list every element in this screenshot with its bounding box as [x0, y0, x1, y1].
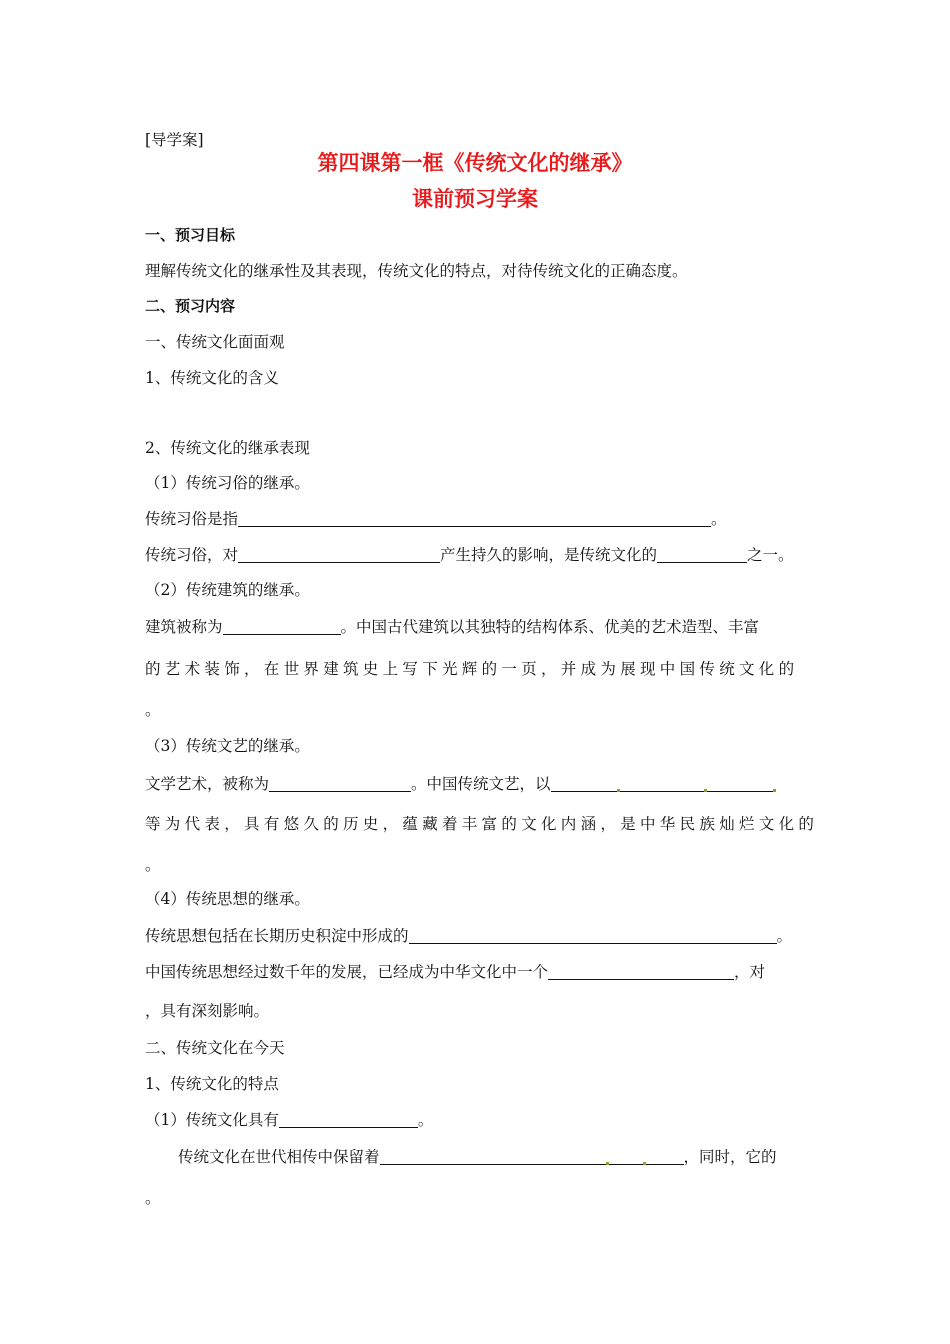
sub1-line2 [145, 545, 794, 565]
fill-blank[interactable] [548, 963, 734, 980]
sub4-line1-start: 传统思想包括在长期历史积淀中形成的 [145, 927, 409, 945]
sub2-line1-end: 。中国古代建筑以其独特的结构体系、优美的艺术造型、丰富 [340, 618, 760, 636]
part2-sub1-start: （1）传统文化具有 [145, 1111, 279, 1129]
part2-heading: 二、传统文化在今天 [145, 1039, 285, 1057]
goals-text: 理解传统文化的继承性及其表现，传统文化的特点，对待传统文化的正确态度。 [145, 262, 688, 280]
fill-blank[interactable] [551, 775, 617, 792]
sub1-line1 [145, 509, 727, 529]
fill-blank[interactable] [380, 1148, 606, 1165]
header-tag: [导学案] [145, 131, 204, 149]
sub2-line3: 。 [145, 701, 161, 719]
sub4-line1-end: 。 [776, 927, 793, 945]
emphasis-dot [773, 789, 776, 792]
sub3-heading: （3）传统文艺的继承。 [145, 737, 310, 755]
sub1-line1-start: 传统习俗是指 [145, 510, 239, 528]
sub4-line2-start: 中国传统思想经过数千年的发展，已经成为中华文化中一个 [145, 963, 549, 981]
sub1-heading: （1）传统习俗的继承。 [145, 474, 310, 492]
part2-line1-end: ，同时，它的 [683, 1148, 777, 1166]
sub4-heading: （4）传统思想的继承。 [145, 890, 310, 908]
sub3-line1-start: 文学艺术，被称为 [145, 775, 270, 793]
sub1-line2-start: 传统习俗，对 [145, 546, 239, 564]
page-title: 第四课第一框《传统文化的继承》 [317, 151, 633, 175]
sub3-line1-mid: 。中国传统文艺，以 [411, 775, 551, 793]
sub2-line1 [145, 617, 759, 637]
part2-line1 [178, 1147, 777, 1167]
fill-blank[interactable] [620, 775, 704, 792]
part2-line2: 。 [145, 1189, 161, 1207]
fill-blank[interactable] [409, 927, 777, 944]
part2-sub1 [145, 1110, 433, 1130]
sub2-line2: 的艺术装饰，在世界建筑史上写下光辉的一页，并成为展现中国传统文化的 [145, 660, 799, 678]
fill-blank[interactable] [238, 510, 711, 527]
part1-item2: 2、传统文化的继承表现 [145, 439, 310, 457]
sub3-line2: 等为代表，具有悠久的历史，蕴藏着丰富的文化内涵，是中华民族灿烂文化的 [145, 815, 819, 833]
section-heading-goals: 一、预习目标 [145, 226, 236, 244]
fill-blank[interactable] [279, 1111, 418, 1128]
part1-item1: 1、传统文化的含义 [145, 369, 279, 387]
sub1-line2-mid: 产生持久的影响，是传统文化的 [440, 546, 658, 564]
part2-item1: 1、传统文化的特点 [145, 1075, 279, 1093]
sub4-line1 [145, 926, 792, 946]
sub4-line2 [145, 962, 765, 982]
sub3-line1 [145, 774, 776, 794]
fill-blank[interactable] [609, 1148, 643, 1165]
sub4-line3: ，具有深刻影响。 [145, 1002, 270, 1020]
sub1-line2-end: 之一。 [747, 546, 794, 564]
sub1-line1-end: 。 [711, 510, 727, 528]
section-heading-content: 二、预习内容 [145, 297, 236, 315]
fill-blank[interactable] [657, 546, 747, 563]
part2-sub1-end: 。 [417, 1111, 434, 1129]
fill-blank[interactable] [238, 546, 440, 563]
sub2-heading: （2）传统建筑的继承。 [145, 581, 310, 599]
fill-blank[interactable] [646, 1148, 684, 1165]
sub3-line3: 。 [145, 856, 161, 874]
part1-heading: 一、传统文化面面观 [145, 333, 285, 351]
sub4-line2-end: ，对 [734, 963, 766, 981]
sub2-line1-start: 建筑被称为 [145, 618, 223, 636]
page-subtitle: 课前预习学案 [412, 187, 538, 211]
fill-blank[interactable] [269, 775, 411, 792]
part2-line1-start: 传统文化在世代相传中保留着 [178, 1148, 380, 1166]
fill-blank[interactable] [223, 618, 341, 635]
fill-blank[interactable] [707, 775, 773, 792]
